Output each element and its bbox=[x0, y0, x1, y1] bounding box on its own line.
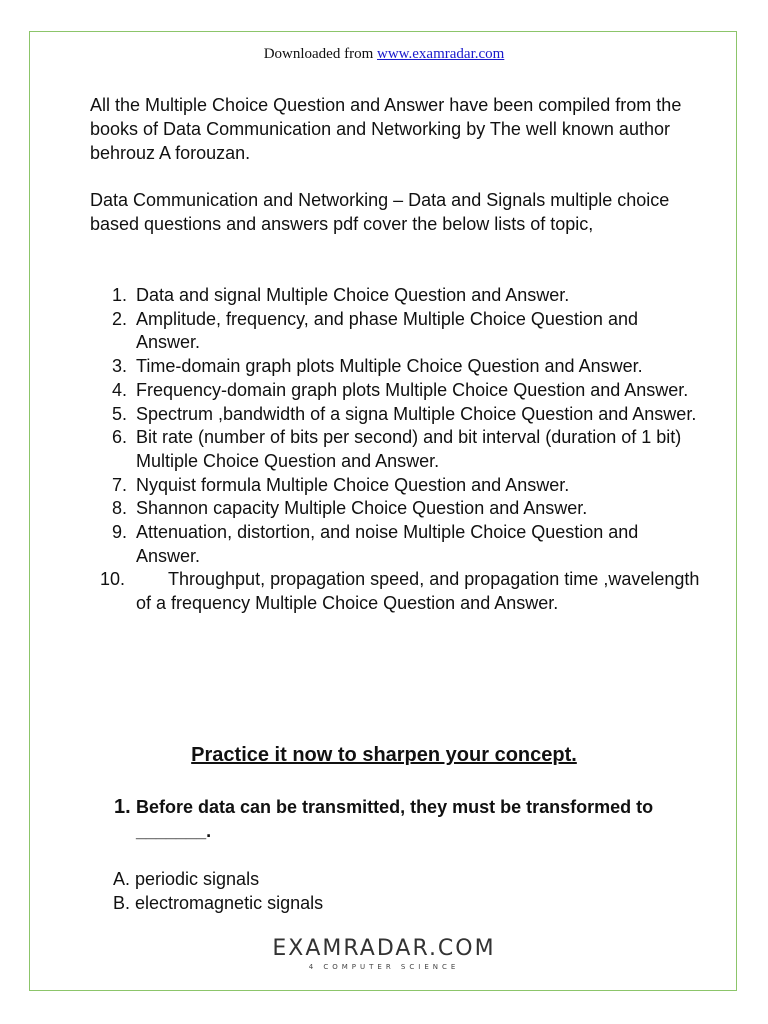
item-text: Shannon capacity Multiple Choice Question and Answer. bbox=[136, 498, 588, 519]
list-item bbox=[112, 426, 702, 473]
item-number: 7. bbox=[112, 474, 128, 495]
answer-options bbox=[113, 867, 323, 915]
topic-list bbox=[100, 284, 702, 616]
item-number: 2. bbox=[112, 308, 128, 329]
option-b bbox=[113, 891, 323, 915]
item-text: Nyquist formula Multiple Choice Question and Answer. bbox=[136, 474, 570, 495]
item-text: Frequency-domain graph plots Multiple Choice Question and Answer. bbox=[136, 379, 689, 400]
item-text: Attenuation, distortion, and noise Multiple Choice Question and Answer. bbox=[136, 522, 639, 566]
option-text: electromagnetic signals bbox=[135, 893, 324, 913]
option-letter: A. bbox=[113, 869, 131, 889]
intro-paragraph-2: Data Communication and Networking – Data and Signals multiple choice based questions and answers pdf cover the below lists of topic, bbox=[90, 190, 670, 234]
item-number: 4. bbox=[112, 379, 128, 400]
list-item bbox=[100, 568, 702, 615]
download-header bbox=[0, 46, 768, 63]
item-number: 1. bbox=[112, 285, 128, 305]
item-number: 10. bbox=[100, 569, 126, 590]
question-1 bbox=[114, 795, 674, 843]
examradar-logo bbox=[0, 936, 768, 971]
option-a bbox=[113, 867, 323, 891]
examradar-link[interactable]: www.examradar.com bbox=[377, 46, 505, 62]
intro-paragraph-1: All the Multiple Choice Question and Answer have been compiled from the books of Data Communication and Networking by The well known author behrouz A forouzan. bbox=[90, 95, 682, 163]
header-prefix: Downloaded from bbox=[263, 46, 377, 62]
logo-brand: EXAMRADAR.COM bbox=[272, 936, 496, 961]
item-text: Bit rate (number of bits per second) and bit interval (duration of 1 bit) Multiple Choice Question and Answer. bbox=[136, 427, 682, 471]
list-item bbox=[112, 355, 702, 379]
item-text: Amplitude, frequency, and phase Multiple Choice Question and Answer. bbox=[136, 308, 638, 353]
list-item bbox=[112, 474, 702, 498]
list-item bbox=[112, 497, 702, 521]
option-letter: B. bbox=[113, 893, 131, 913]
item-text: Spectrum ,bandwidth of a signa Multiple Choice Question and Answer. bbox=[136, 403, 697, 424]
list-item bbox=[112, 308, 702, 355]
item-number: 9. bbox=[112, 522, 128, 543]
item-number: 5. bbox=[112, 403, 128, 424]
item-text: Data and signal Multiple Choice Question and Answer. bbox=[136, 285, 570, 305]
list-item bbox=[112, 379, 702, 403]
list-item bbox=[112, 521, 702, 568]
item-number: 6. bbox=[112, 427, 128, 448]
list-item bbox=[112, 403, 702, 427]
item-text: Time-domain graph plots Multiple Choice Question and Answer. bbox=[136, 356, 643, 377]
item-number: 3. bbox=[112, 356, 128, 377]
question-text: Before data can be transmitted, they must be transformed to _______. bbox=[136, 797, 654, 841]
option-text: periodic signals bbox=[135, 869, 260, 889]
question-number: 1. bbox=[114, 796, 131, 818]
item-text: Throughput, propagation speed, and propagation time ,wavelength of a frequency Multiple Choice Question and Answer. bbox=[136, 569, 700, 614]
logo-tagline: 4 COMPUTER SCIENCE bbox=[308, 963, 460, 971]
item-number: 8. bbox=[112, 498, 128, 519]
list-item bbox=[112, 284, 702, 308]
practice-heading: Practice it now to sharpen your concept. bbox=[191, 744, 577, 766]
